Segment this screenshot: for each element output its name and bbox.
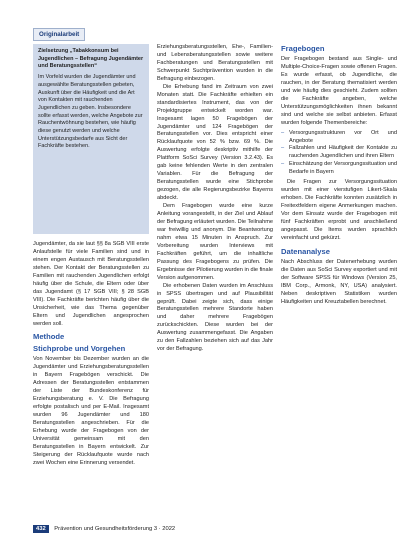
section-heading-datenanalyse: Datenanalyse	[281, 246, 330, 256]
info-box-body: Im Vorfeld wurden die Jugendämter und ausgewählte Beratungsstellen gebeten, Auskunft über die Häufigkeit und die Art von Kontakten mit rauchenden Jugendlichen zu geben. Insbesondere sollte erfasst werden, welche Angebote zur Rauchentwöhnung bestehen, wie häufig diese genutzt werden und welche Unterstützungsbedarfe aus Sicht der Fachkräfte bestehen.	[38, 74, 143, 150]
paragraph: Nach Abschluss der Datenerhebung wurden die Daten aus SoSci Survey exportiert und mit der Software SPSS für Windows (Version 25, IBM Corp., Armonk, NY, USA) analysiert. Neben deskriptiven Statistiken wurden Häufigkeiten und Kreuztabellen berechnet.	[281, 258, 397, 305]
journal-citation: Prävention und Gesundheitsförderung 3 · 2022	[54, 526, 176, 532]
paragraph: Der Fragebogen bestand aus Single- und Multiple-Choice-Fragen sowie offenen Fragen. Es wurde erfasst, ob Jugendliche, die rauchen, in der Beratung thematisiert werden und wie häufig dies geschieht. Zudem sollten die Fachkräfte angeben, welche Unterstützungsmöglichkeiten ihnen bekannt sind und welche sie selbst anbieten. Erfasst wurden folgende Themenbereiche:	[281, 56, 397, 126]
paragraph: Erziehungsberatungsstellen, Ehe-, Familien- und Lebensberatungsstellen sowie weitere Fachberatungen und Beratungsstellen mit Schwerpunkt Suchtprävention wurden in die Befragung einbezogen.	[157, 44, 273, 82]
page-number: 432	[33, 525, 49, 533]
article-type-tag: Originalarbeit	[33, 28, 85, 41]
paragraph: Jugendämter, da sie laut §§ 8a SGB VIII erste Anlaufstelle für viele Familien sind und in einem engen Austausch mit Beratungsstellen stehen. Der Kontakt der Beratungsstellen zu Familien mit rauchenden Jugendlichen erfolgt häufig über die Schule, die Eltern oder über das Jugendamt (§ 17 SGB VIII; § 28 SGB VIII). Die Fachkräfte berichten häufig über die Unsicherheit, wie das Thema gegenüber Eltern und Jugendlichen angesprochen werden soll.	[33, 241, 149, 327]
paragraph: Von November bis Dezember wurden an die Jugendämter und Erziehungsberatungsstellen in Bayern Fragebögen verschickt. Die Adressen der Beratungsstellen entstammen der Liste der Bundeskonferenz für Erziehungsberatung e. V. Die Befragung erfolgte postalisch und per E-Mail. Insgesamt wurden 96 Jugendämter und 180 Beratungsstellen angeschrieben. Für die Erhebung wurde der Fragebogen von der Universität gemeinsam mit den Beratungsstellen in Bayern entwickelt. Zur Steigerung der Rücklaufquote wurde nach zwei Wochen eine Erinnerung versendet.	[33, 356, 149, 466]
paragraph: Die Fragen zur Versorgungssituation wurden mit einer vierstufigen Likert-Skala erhoben. Die Fachkräfte konnten zusätzlich in Freitextfeldern eigene Anmerkungen machen. Vor dem Einsatz wurde der Fragebogen mit fünf Fachkräften erprobt und anschließend angepasst. Die Items wurden sprachlich vereinfacht und gekürzt.	[281, 179, 397, 241]
info-box	[33, 44, 149, 234]
paragraph: Dem Fragebogen wurde eine kurze Anleitung vorangestellt, in der Ziel und Ablauf der Befragung erläutert wurden. Die Teilnahme war freiwillig und anonym. Die Beantwortung nahm etwa 15 Minuten in Anspruch. Zur Vorbereitung wurden Interviews mit Fachkräften geführt, um die inhaltliche Passung des Fragebogens zu prüfen. Die Ergebnisse der Pilotierung wurden in die finale Version aufgenommen.	[157, 203, 273, 281]
section-heading-fragebogen: Fragebogen	[281, 44, 325, 53]
column-1	[33, 241, 149, 468]
topic-list	[281, 130, 397, 178]
paragraph: Die Erhebung fand im Zeitraum von zwei Monaten statt. Die Fachkräfte erhielten ein standardisiertes Instrument, das von der Projektgruppe entwickelt worden war. Insgesamt lagen 50 Fragebögen der Jugendämter und 124 Fragebögen der Beratungsstellen vor. Dies entspricht einer Rücklaufquote von 52 % bzw. 69 %. Die Auswertung erfolgte deskriptiv mithilfe der Plattform SoSci Survey (Version 3.2.43). Es gab keine fehlenden Werte in den zentralen Variablen. Für die Befragung der Beratungsstellen wurde eine Stichprobe gezogen, die alle Regierungsbezirke Bayerns abdeckt.	[157, 83, 273, 202]
column-2	[157, 44, 273, 354]
paragraph: Die erhobenen Daten wurden im Anschluss in SPSS übertragen und auf Plausibilität geprüft. Dabei zeigte sich, dass einige Beratungsstellen mehrere Standorte haben und daher mehrere Fragebögen zurückschickten. Diese wurden bei der Auswertung zusammengefasst. Die Angaben zu den Fallzahlen beziehen sich auf das Jahr vor der Befragung.	[157, 282, 273, 353]
subsection-heading-stichprobe: Stichprobe und Vorgehen	[33, 344, 126, 354]
column-3	[281, 44, 397, 307]
page-footer	[33, 526, 397, 532]
info-box-title: Zielsetzung „Tabakkonsum bei Jugendlichen – Befragung Jugendämter und Beratungsstellen“	[38, 48, 144, 70]
list-item: – Versorgungsstrukturen vor Ort und Angebote	[281, 130, 397, 146]
section-heading-methode: Methode	[33, 332, 65, 342]
list-item: – Einschätzung der Versorgungssituation und Bedarfe in Bayern	[281, 161, 397, 177]
list-item: – Fallzahlen und Häufigkeit der Kontakte zu rauchenden Jugendlichen und ihren Eltern	[281, 145, 397, 161]
